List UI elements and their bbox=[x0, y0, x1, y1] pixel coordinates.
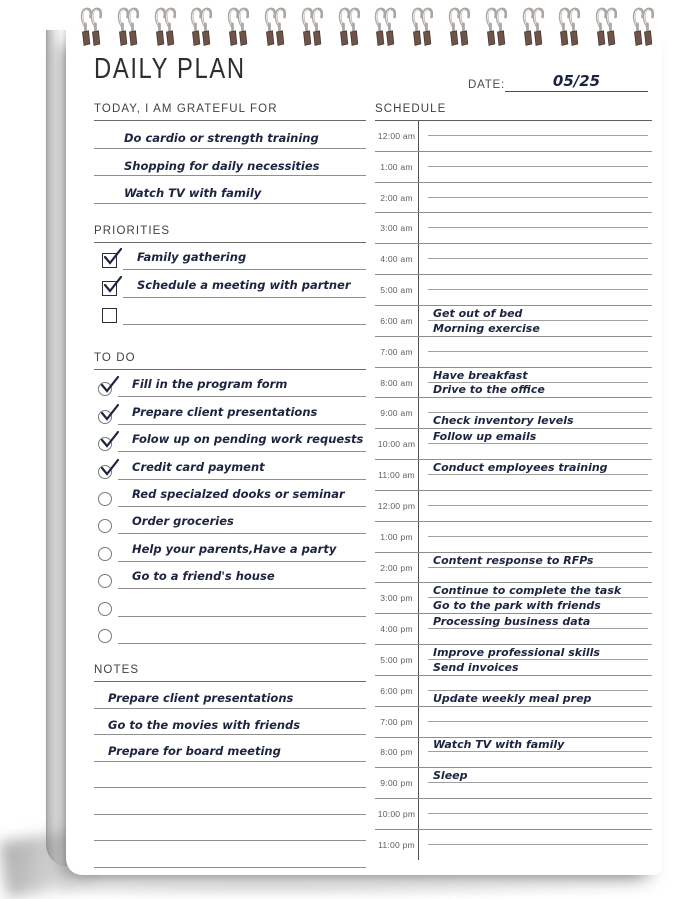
schedule-entry[interactable] bbox=[419, 183, 652, 213]
priority-text: Schedule a meeting with partner bbox=[137, 277, 351, 292]
priority-checkbox[interactable] bbox=[102, 253, 117, 268]
floor-shadow bbox=[60, 881, 669, 897]
schedule-row bbox=[375, 830, 652, 860]
schedule-row bbox=[375, 738, 652, 769]
schedule-slot-1[interactable] bbox=[428, 183, 648, 198]
schedule-time-label: 1:00 pm bbox=[375, 522, 419, 552]
todo-line[interactable] bbox=[118, 403, 366, 425]
schedule-slot-2[interactable] bbox=[419, 352, 652, 367]
schedule-text-1: Watch TV with family bbox=[433, 738, 565, 752]
todo-text: Help your parents,Have a party bbox=[132, 541, 337, 556]
note-text: Prepare for board meeting bbox=[108, 744, 281, 759]
schedule-text-2: Morning exercise bbox=[433, 321, 540, 335]
schedule-text-2: Send invoices bbox=[433, 660, 519, 674]
schedule-text-2: Update weekly meal prep bbox=[433, 691, 592, 705]
schedule-entry[interactable] bbox=[419, 614, 652, 644]
schedule-text-1: Follow up emails bbox=[433, 430, 537, 444]
schedule-entry[interactable] bbox=[419, 738, 652, 768]
page-title: DAILY PLAN bbox=[94, 53, 246, 85]
schedule-slot-2[interactable] bbox=[419, 167, 652, 182]
schedule-entry[interactable] bbox=[419, 583, 652, 613]
todo-checkbox[interactable] bbox=[98, 547, 112, 561]
priority-text: Family gathering bbox=[137, 250, 247, 264]
todo-line[interactable] bbox=[118, 430, 366, 452]
schedule-slot-2[interactable] bbox=[419, 598, 652, 613]
todo-checkbox[interactable] bbox=[98, 492, 112, 506]
schedule-text-1: Processing business data bbox=[433, 615, 591, 629]
schedule-text-2: Go to the park with friends bbox=[433, 599, 601, 613]
schedule-entry[interactable] bbox=[419, 553, 652, 583]
schedule-time-label: 6:00 pm bbox=[375, 676, 419, 706]
todo-row bbox=[94, 397, 366, 424]
schedule-slot-1[interactable] bbox=[428, 244, 648, 259]
schedule-time-label: 11:00 pm bbox=[375, 830, 419, 860]
todo-text: Order groceries bbox=[132, 514, 234, 529]
schedule-time-label: 10:00 pm bbox=[375, 799, 419, 829]
schedule-row bbox=[375, 614, 652, 645]
todo-checkbox[interactable] bbox=[98, 437, 112, 451]
schedule-table bbox=[375, 121, 652, 860]
todo-line[interactable] bbox=[118, 375, 366, 397]
schedule-entry[interactable] bbox=[419, 121, 652, 151]
schedule-row bbox=[375, 460, 652, 491]
todo-checkbox[interactable] bbox=[98, 519, 112, 533]
note-line[interactable] bbox=[94, 815, 366, 842]
todo-line[interactable] bbox=[118, 485, 366, 507]
todo-row bbox=[94, 370, 366, 397]
schedule-slot-2[interactable] bbox=[419, 228, 652, 243]
schedule-row bbox=[375, 337, 652, 368]
schedule-row bbox=[375, 306, 652, 337]
todo-checkbox[interactable] bbox=[98, 465, 112, 479]
priority-line[interactable] bbox=[123, 248, 366, 270]
grateful-text: Watch TV with family bbox=[124, 186, 262, 200]
schedule-slot-1[interactable] bbox=[428, 583, 648, 598]
todo-line[interactable] bbox=[118, 458, 366, 480]
grateful-line[interactable] bbox=[94, 121, 366, 149]
schedule-slot-2[interactable] bbox=[419, 383, 652, 398]
note-line[interactable] bbox=[94, 788, 366, 815]
schedule-slot-1[interactable] bbox=[428, 799, 648, 814]
schedule-time-label: 12:00 pm bbox=[375, 491, 419, 521]
schedule-time-label: 6:00 am bbox=[375, 306, 419, 336]
notes-list bbox=[94, 682, 366, 868]
schedule-slot-1[interactable] bbox=[428, 213, 648, 228]
schedule-row bbox=[375, 491, 652, 522]
note-line[interactable] bbox=[94, 841, 366, 868]
schedule-row bbox=[375, 676, 652, 707]
schedule-time-label: 12:00 am bbox=[375, 121, 419, 151]
schedule-slot-1[interactable] bbox=[428, 429, 648, 444]
schedule-entry[interactable] bbox=[419, 152, 652, 182]
checkmark-icon bbox=[100, 375, 120, 394]
note-line[interactable] bbox=[94, 735, 366, 762]
todo-checkbox[interactable] bbox=[98, 382, 112, 396]
left-column bbox=[94, 103, 366, 868]
todo-text: Prepare client presentations bbox=[132, 404, 318, 419]
schedule-slot-1[interactable] bbox=[428, 768, 648, 783]
schedule-time-label: 8:00 pm bbox=[375, 738, 419, 768]
schedule-slot-1[interactable] bbox=[428, 553, 648, 568]
priority-row bbox=[94, 243, 366, 271]
schedule-row bbox=[375, 244, 652, 275]
schedule-slot-2[interactable] bbox=[419, 783, 652, 798]
schedule-row bbox=[375, 213, 652, 244]
schedule-slot-1[interactable] bbox=[428, 306, 648, 321]
todo-checkbox[interactable] bbox=[98, 602, 112, 616]
notes-section bbox=[94, 664, 366, 868]
grateful-list bbox=[94, 121, 366, 204]
schedule-time-label: 2:00 am bbox=[375, 183, 419, 213]
note-line[interactable] bbox=[94, 682, 366, 709]
priority-line[interactable] bbox=[123, 321, 366, 325]
schedule-time-label: 5:00 am bbox=[375, 275, 419, 305]
schedule-heading: SCHEDULE bbox=[375, 103, 652, 121]
schedule-entry[interactable] bbox=[419, 398, 652, 428]
schedule-slot-2[interactable] bbox=[419, 475, 652, 490]
schedule-entry[interactable] bbox=[419, 707, 652, 737]
schedule-entry[interactable] bbox=[419, 491, 652, 521]
checkmark-icon bbox=[100, 430, 120, 449]
todo-row bbox=[94, 480, 366, 507]
schedule-row bbox=[375, 768, 652, 799]
schedule-row bbox=[375, 645, 652, 676]
schedule-slot-1[interactable] bbox=[428, 830, 648, 845]
grateful-line[interactable] bbox=[94, 176, 366, 204]
schedule-slot-2[interactable] bbox=[419, 444, 652, 459]
todo-row bbox=[94, 534, 366, 561]
note-line[interactable] bbox=[94, 709, 366, 736]
note-text: Prepare client presentations bbox=[108, 691, 294, 705]
schedule-slot-2[interactable] bbox=[419, 660, 652, 675]
schedule-slot-2[interactable] bbox=[419, 136, 652, 151]
checkmark-icon bbox=[100, 403, 120, 422]
schedule-time-label: 11:00 am bbox=[375, 460, 419, 490]
schedule-time-label: 7:00 pm bbox=[375, 707, 419, 737]
priority-checkbox[interactable] bbox=[102, 308, 117, 323]
schedule-slot-1[interactable] bbox=[428, 368, 648, 383]
schedule-slot-2[interactable] bbox=[419, 814, 652, 829]
schedule-row bbox=[375, 522, 652, 553]
todo-row bbox=[94, 589, 366, 616]
schedule-slot-1[interactable] bbox=[428, 645, 648, 660]
schedule-row bbox=[375, 398, 652, 429]
schedule-slot-1[interactable] bbox=[428, 491, 648, 506]
schedule-slot-1[interactable] bbox=[428, 398, 648, 413]
todo-text: Red specialzed dooks or seminar bbox=[132, 486, 345, 501]
schedule-row bbox=[375, 275, 652, 306]
schedule-text-2: Drive to the office bbox=[433, 383, 545, 397]
schedule-entry[interactable] bbox=[419, 522, 652, 552]
schedule-slot-1[interactable] bbox=[428, 121, 648, 136]
schedule-row bbox=[375, 583, 652, 614]
note-text: Go to the movies with friends bbox=[108, 717, 301, 732]
todo-line[interactable] bbox=[118, 540, 366, 562]
schedule-entry[interactable] bbox=[419, 799, 652, 829]
grateful-text: Do cardio or strength training bbox=[124, 131, 319, 145]
schedule-slot-1[interactable] bbox=[428, 522, 648, 537]
schedule-entry[interactable] bbox=[419, 368, 652, 398]
schedule-time-label: 8:00 am bbox=[375, 368, 419, 398]
todo-checkbox[interactable] bbox=[98, 629, 112, 643]
schedule-slot-1[interactable] bbox=[428, 676, 648, 691]
schedule-slot-1[interactable] bbox=[428, 707, 648, 722]
schedule-entry[interactable] bbox=[419, 213, 652, 243]
todo-line[interactable] bbox=[118, 567, 366, 589]
schedule-entry[interactable] bbox=[419, 306, 652, 336]
todo-list bbox=[94, 370, 366, 644]
schedule-text-1: Conduct employees training bbox=[433, 461, 608, 475]
schedule-slot-1[interactable] bbox=[428, 152, 648, 167]
schedule-time-label: 9:00 pm bbox=[375, 768, 419, 798]
schedule-slot-1[interactable] bbox=[428, 275, 648, 290]
schedule-slot-2[interactable] bbox=[419, 413, 652, 428]
schedule-time-label: 4:00 pm bbox=[375, 614, 419, 644]
schedule-slot-2[interactable] bbox=[419, 691, 652, 706]
schedule-row bbox=[375, 368, 652, 399]
schedule-time-label: 7:00 am bbox=[375, 337, 419, 367]
todo-text: Credit card payment bbox=[132, 459, 265, 474]
schedule-slot-1[interactable] bbox=[428, 337, 648, 352]
schedule-slot-2[interactable] bbox=[419, 722, 652, 737]
schedule-text-2: Check inventory levels bbox=[433, 414, 574, 428]
schedule-row bbox=[375, 429, 652, 460]
schedule-slot-2[interactable] bbox=[419, 259, 652, 274]
schedule-row bbox=[375, 799, 652, 830]
schedule-slot-2[interactable] bbox=[419, 506, 652, 521]
schedule-slot-2[interactable] bbox=[419, 290, 652, 305]
schedule-text-1: Content response to RFPs bbox=[433, 553, 594, 567]
grateful-line[interactable] bbox=[94, 149, 366, 177]
checkmark-icon bbox=[100, 458, 120, 477]
todo-line[interactable] bbox=[118, 640, 366, 644]
schedule-text-1: Sleep bbox=[433, 769, 468, 783]
schedule-row bbox=[375, 121, 652, 152]
planner-page bbox=[66, 27, 662, 875]
priority-row bbox=[94, 270, 366, 298]
todo-row bbox=[94, 452, 366, 479]
date-value: 05/25 bbox=[552, 72, 601, 90]
schedule-time-label: 4:00 am bbox=[375, 244, 419, 274]
schedule-time-label: 3:00 am bbox=[375, 213, 419, 243]
schedule-slot-2[interactable] bbox=[419, 568, 652, 583]
schedule-time-label: 10:00 am bbox=[375, 429, 419, 459]
schedule-slot-2[interactable] bbox=[419, 629, 652, 644]
schedule-slot-2[interactable] bbox=[419, 321, 652, 336]
todo-text: Fill in the program form bbox=[132, 377, 288, 392]
todo-line[interactable] bbox=[118, 613, 366, 617]
schedule-slot-2[interactable] bbox=[419, 537, 652, 552]
priority-row bbox=[94, 298, 366, 326]
grateful-heading: TODAY, I AM GRATEFUL FOR bbox=[94, 103, 366, 121]
schedule-row bbox=[375, 152, 652, 183]
schedule-time-label: 2:00 pm bbox=[375, 553, 419, 583]
priority-checkbox[interactable] bbox=[102, 281, 117, 296]
todo-text: Go to a friend's house bbox=[132, 569, 275, 584]
schedule-time-label: 5:00 pm bbox=[375, 645, 419, 675]
schedule-time-label: 3:00 pm bbox=[375, 583, 419, 613]
todo-section bbox=[94, 352, 366, 644]
priorities-list bbox=[94, 243, 366, 326]
note-line[interactable] bbox=[94, 762, 366, 789]
todo-checkbox[interactable] bbox=[98, 574, 112, 588]
schedule-slot-2[interactable] bbox=[419, 752, 652, 767]
checkmark-icon bbox=[103, 247, 123, 266]
schedule-column bbox=[375, 103, 652, 860]
schedule-entry[interactable] bbox=[419, 645, 652, 675]
checkmark-icon bbox=[103, 275, 123, 294]
todo-heading: TO DO bbox=[94, 352, 366, 370]
priorities-heading: PRIORITIES bbox=[94, 225, 366, 243]
schedule-entry[interactable] bbox=[419, 768, 652, 798]
schedule-row bbox=[375, 707, 652, 738]
schedule-slot-2[interactable] bbox=[419, 845, 652, 860]
grateful-text: Shopping for daily necessities bbox=[124, 158, 320, 173]
date-field[interactable] bbox=[468, 73, 648, 92]
schedule-text-1: Continue to complete the task bbox=[433, 584, 622, 598]
schedule-text-1: Get out of bed bbox=[433, 306, 523, 320]
schedule-slot-1[interactable] bbox=[428, 738, 648, 753]
schedule-entry[interactable] bbox=[419, 830, 652, 860]
date-label: DATE: bbox=[468, 79, 506, 91]
schedule-row bbox=[375, 553, 652, 584]
schedule-entry[interactable] bbox=[419, 275, 652, 305]
schedule-entry[interactable] bbox=[419, 244, 652, 274]
schedule-time-label: 1:00 am bbox=[375, 152, 419, 182]
schedule-slot-2[interactable] bbox=[419, 198, 652, 213]
todo-row bbox=[94, 507, 366, 534]
priorities-section bbox=[94, 225, 366, 326]
schedule-entry[interactable] bbox=[419, 676, 652, 706]
schedule-text-1: Have breakfast bbox=[433, 368, 528, 382]
date-line[interactable] bbox=[505, 73, 648, 92]
todo-text: Folow up on pending work requests bbox=[132, 432, 364, 447]
schedule-text-1: Improve professional skills bbox=[433, 646, 600, 659]
todo-row bbox=[94, 425, 366, 452]
priority-line[interactable] bbox=[123, 276, 366, 298]
todo-checkbox[interactable] bbox=[98, 410, 112, 424]
schedule-entry[interactable] bbox=[419, 429, 652, 459]
schedule-slot-1[interactable] bbox=[428, 460, 648, 475]
schedule-entry[interactable] bbox=[419, 460, 652, 490]
schedule-entry[interactable] bbox=[419, 337, 652, 367]
schedule-slot-1[interactable] bbox=[428, 614, 648, 629]
notes-heading: NOTES bbox=[94, 664, 366, 682]
schedule-time-label: 9:00 am bbox=[375, 398, 419, 428]
todo-line[interactable] bbox=[118, 512, 366, 534]
todo-row bbox=[94, 562, 366, 589]
schedule-row bbox=[375, 183, 652, 214]
todo-row bbox=[94, 617, 366, 644]
